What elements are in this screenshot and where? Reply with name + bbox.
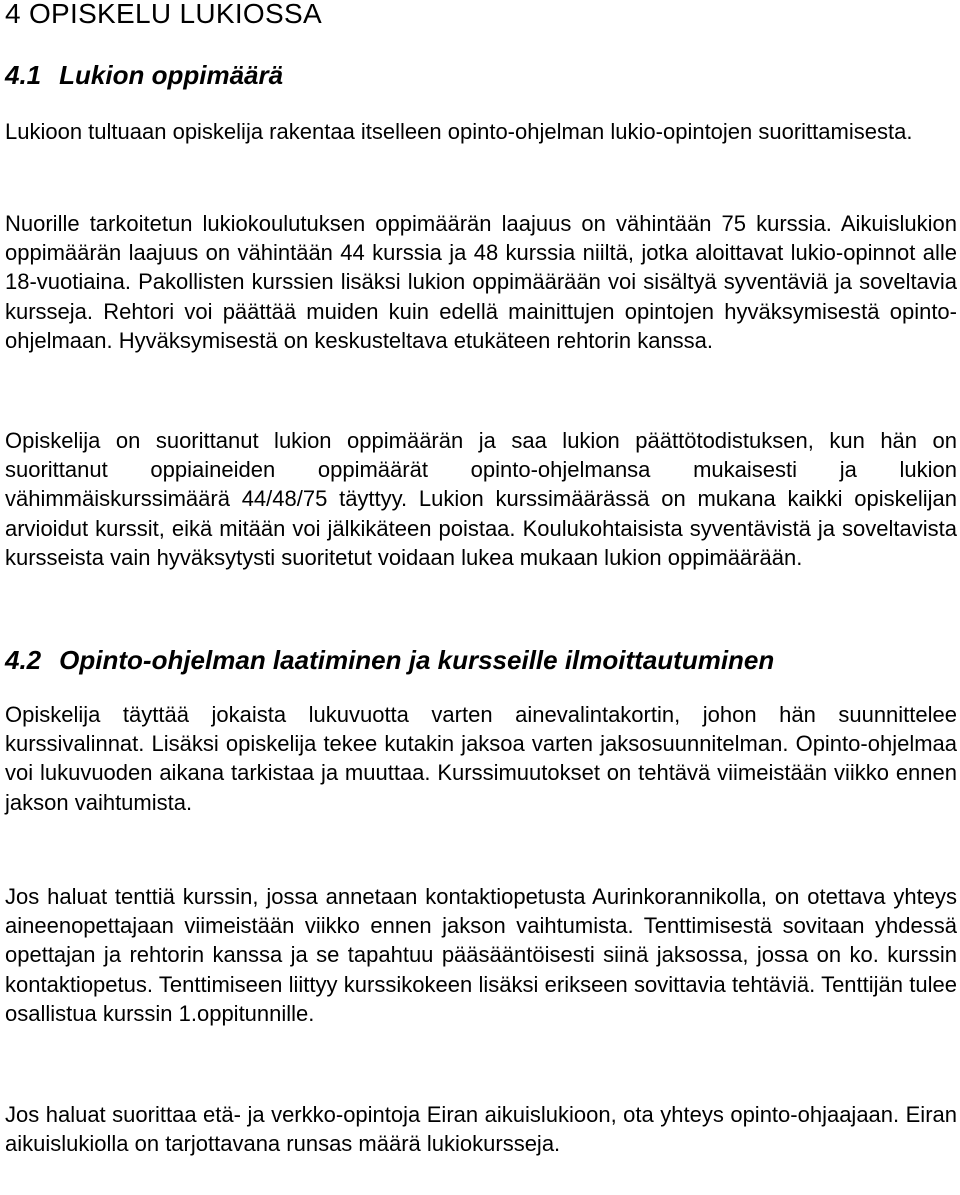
section-number: 4.1 (5, 60, 42, 90)
paragraph: Lukioon tultuaan opiskelija rakentaa itselleen opinto-ohjelman lukio-opintojen suorittamisesta. (5, 119, 913, 144)
paragraph: Opiskelija täyttää jokaista lukuvuotta varten ainevalintakortin, johon hän suunnittelee kurssivalinnat. Lisäksi opiskelija tekee kutakin jaksoa varten jaksosuunnitelman. Opinto-ohjelmaa voi lukuvuoden aikana tarkistaa ja muuttaa. Kurssimuutokset on tehtävä viimeistään viikko ennen jakson vaihtumista. (5, 702, 957, 815)
section-heading-4-1 (5, 58, 283, 92)
section-heading-4-2 (5, 643, 774, 677)
paragraph: Nuorille tarkoitetun lukiokoulutuksen oppimäärän laajuus on vähintään 75 kurssia. Aikuislukion oppimäärän laajuus on vähintään 44 kurssia ja 48 kurssia niiltä, jotka aloittavat lukio-opinnot alle 18-vuotiaina. Pakollisten kurssien lisäksi lukion oppimäärään voi sisältyä syventäviä ja soveltavia kursseja. Rehtori voi päättää muiden kuin edellä mainittujen opintojen hyväksymisestä opinto-ohjelmaan. Hyväksymisestä on keskusteltava etukäteen rehtorin kanssa. (5, 211, 957, 353)
section-title: Lukion oppimäärä (59, 60, 284, 90)
section-number: 4.2 (5, 645, 42, 675)
section-title: Opinto-ohjelman laatiminen ja kursseille ilmoittautuminen (59, 645, 775, 675)
chapter-heading: 4 OPISKELU LUKIOSSA (5, 0, 322, 29)
paragraph: Jos haluat tenttiä kurssin, jossa annetaan kontaktiopetusta Aurinkorannikolla, on otettava yhteys aineenopettajaan viimeistään viikko ennen jakson vaihtumista. Tenttimisestä sovitaan yhdessä opettajan ja rehtorin kanssa ja se tapahtuu pääsääntöisesti siinä jaksossa, jossa on ko. kurssin kontaktiopetus. Tenttimiseen liittyy kurssikokeen lisäksi erikseen sovittavia tehtäviä. Tenttijän tulee osallistua kurssin 1.oppitunnille. (5, 884, 957, 1026)
paragraph: Opiskelija on suorittanut lukion oppimäärän ja saa lukion päättötodistuksen, kun hän on suorittanut oppiaineiden oppimäärät opinto-ohjelmansa mukaisesti ja lukion vähimmäiskurssimäärä 44/48/75 täyttyy. Lukion kurssimäärässä on mukana kaikki opiskelijan arvioidut kurssit, eikä mitään voi jälkikäteen poistaa. Koulukohtaisista syventävistä ja soveltavista kursseista vain hyväksytysti suoritetut voidaan lukea mukaan lukion oppimäärään. (5, 428, 957, 570)
paragraph: Jos haluat suorittaa etä- ja verkko-opintoja Eiran aikuislukioon, ota yhteys opinto-ohjaajaan. Eiran aikuislukiolla on tarjottavana runsas määrä lukiokursseja. (5, 1102, 957, 1157)
